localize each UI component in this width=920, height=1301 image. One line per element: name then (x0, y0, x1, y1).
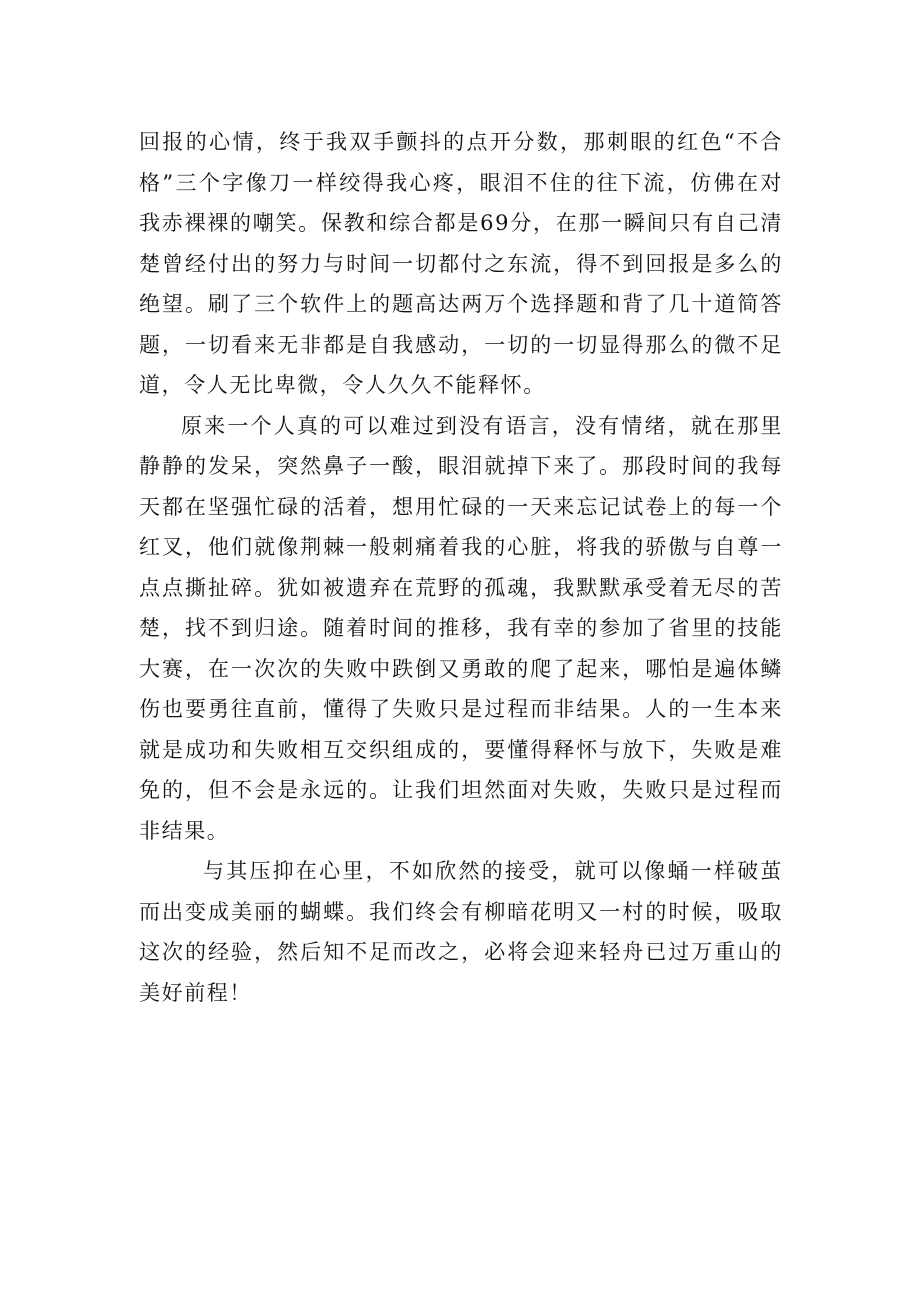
paragraph-2: 原来一个人真的可以难过到没有语言，没有情绪，就在那里静静的发呆，突然鼻子一酸，眼泪就掉下来了。那段时间的我每天都在坚强忙碌的活着，想用忙碌的一天来忘记试卷上的每一个红叉，他们就像荆棘一般刺痛着我的心脏，将我的骄傲与自尊一点点撕扯碎。犹如被遗弃在荒野的孤魂，我默默承受着无尽的苦楚，找不到归途。随着时间的推移，我有幸的参加了省里的技能大赛，在一次次的失败中跌倒又勇敢的爬了起来，哪怕是遍体鳞伤也要勇往直前，懂得了失败只是过程而非结果。人的一生本来就是成功和失败相互交织组成的，要懂得释怀与放下，失败是难免的，但不会是永远的。让我们坦然面对失败，失败只是过程而非结果。 (139, 413, 783, 843)
document-body (139, 122, 783, 1013)
paragraph-3: 与其压抑在心里，不如欣然的接受，就可以像蛹一样破茧而出变成美丽的蝴蝶。我们终会有柳暗花明又一村的时候，吸取这次的经验，然后知不足而改之，必将会迎来轻舟已过万重山的美好前程！ (139, 859, 783, 1005)
paragraph-1: 回报的心情，终于我双手颤抖的点开分数，那刺眼的红色“不合格”三个字像刀一样绞得我心疼，眼泪不住的往下流，仿佛在对我赤裸裸的嘲笑。保教和综合都是69分，在那一瞬间只有自己清楚曾经付出的努力与时间一切都付之东流，得不到回报是多么的绝望。刷了三个软件上的题高达两万个选择题和背了几十道简答题，一切看来无非都是自我感动，一切的一切显得那么的微不足道，令人无比卑微，令人久久不能释怀。 (139, 130, 783, 397)
